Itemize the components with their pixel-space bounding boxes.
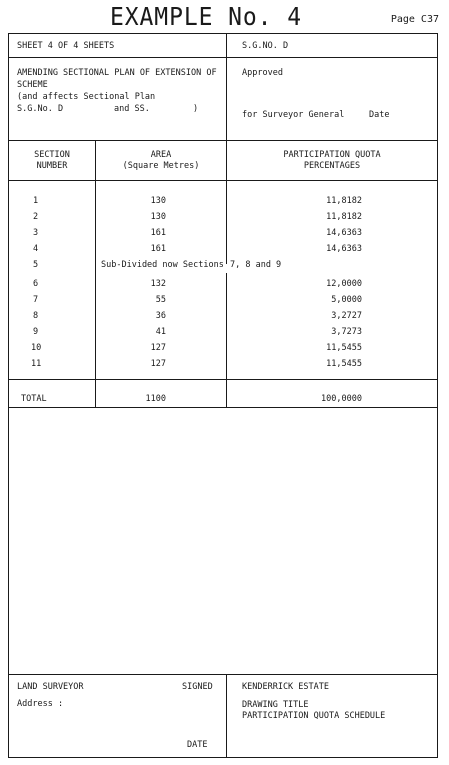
section-area: 127 <box>150 343 166 353</box>
total-label: TOTAL <box>21 394 47 404</box>
amending-sg-number: S.G.No. D <box>17 104 64 114</box>
section-quota: 3,7273 <box>331 327 362 337</box>
amending-paren: ) <box>193 104 199 114</box>
section-quota: 11,8182 <box>326 212 362 222</box>
subdivided-sections: 7, 8 and 9 <box>230 260 282 270</box>
section-number: 6 <box>33 279 39 289</box>
column-header-area-sub: (Square Metres) <box>122 161 200 171</box>
subdivided-note: Sub-Divided now Sections <box>101 260 224 270</box>
amending-line-3: (and affects Sectional Plan <box>17 92 156 102</box>
section-quota: 14,6363 <box>326 228 362 238</box>
address-label: Address : <box>17 699 64 709</box>
divider <box>9 379 437 380</box>
section-number: 8 <box>33 311 39 321</box>
section-quota: 11,8182 <box>326 196 362 206</box>
divider <box>9 674 437 675</box>
footer-date-label: DATE <box>187 740 208 750</box>
divider <box>9 140 437 141</box>
section-area: 36 <box>155 311 166 321</box>
section-quota: 14,6363 <box>326 244 362 254</box>
surveyor-general-label: for Surveyor General <box>242 110 345 120</box>
section-area: 130 <box>150 212 166 222</box>
section-area: 132 <box>150 279 166 289</box>
column-header-section: SECTION <box>34 150 70 160</box>
amending-ss: and SS. <box>114 104 150 114</box>
section-area: 161 <box>150 228 166 238</box>
total-area: 1100 <box>145 394 166 404</box>
column-header-quota: PARTICIPATION QUOTA <box>283 150 381 160</box>
section-quota: 3,2727 <box>331 311 362 321</box>
section-quota: 11,5455 <box>326 343 362 353</box>
section-number: 11 <box>31 359 42 369</box>
divider <box>226 674 227 758</box>
total-quota: 100,0000 <box>321 394 362 404</box>
section-number: 2 <box>33 212 39 222</box>
section-number: 7 <box>33 295 39 305</box>
section-area: 55 <box>155 295 166 305</box>
amending-line-1: AMENDING SECTIONAL PLAN OF EXTENSION OF <box>17 68 217 78</box>
section-number: 3 <box>33 228 39 238</box>
page-number: Page C37 <box>390 14 439 25</box>
divider <box>9 57 437 58</box>
approval-date-label: Date <box>369 110 390 120</box>
schedule-frame <box>8 33 438 758</box>
divider <box>9 180 437 181</box>
section-number: 5 <box>33 260 39 270</box>
column-header-area: AREA <box>150 150 172 160</box>
amending-line-2: SCHEME <box>17 80 48 90</box>
column-header-section-sub: NUMBER <box>36 161 68 171</box>
drawing-title-label: DRAWING TITLE <box>242 700 309 710</box>
divider <box>9 407 437 408</box>
divider <box>226 273 227 407</box>
section-quota: 5,0000 <box>331 295 362 305</box>
section-area: 130 <box>150 196 166 206</box>
section-area: 161 <box>150 244 166 254</box>
column-header-quota-sub: PERCENTAGES <box>303 161 361 171</box>
sg-number-top: S.G.NO. D <box>242 41 289 51</box>
section-quota: 12,0000 <box>326 279 362 289</box>
sheet-label: SHEET 4 OF 4 SHEETS <box>17 41 115 51</box>
drawing-title-value: PARTICIPATION QUOTA SCHEDULE <box>242 711 386 721</box>
section-area: 127 <box>150 359 166 369</box>
section-number: 4 <box>33 244 39 254</box>
section-quota: 11,5455 <box>326 359 362 369</box>
signed-label: SIGNED <box>182 682 213 692</box>
section-number: 10 <box>31 343 42 353</box>
section-number: 1 <box>33 196 39 206</box>
approved-label: Approved <box>242 68 283 78</box>
section-number: 9 <box>33 327 39 337</box>
estate-name: KENDERRICK ESTATE <box>242 682 329 692</box>
land-surveyor-label: LAND SURVEYOR <box>17 682 84 692</box>
section-area: 41 <box>155 327 166 337</box>
document-title: EXAMPLE No. 4 <box>110 2 302 31</box>
